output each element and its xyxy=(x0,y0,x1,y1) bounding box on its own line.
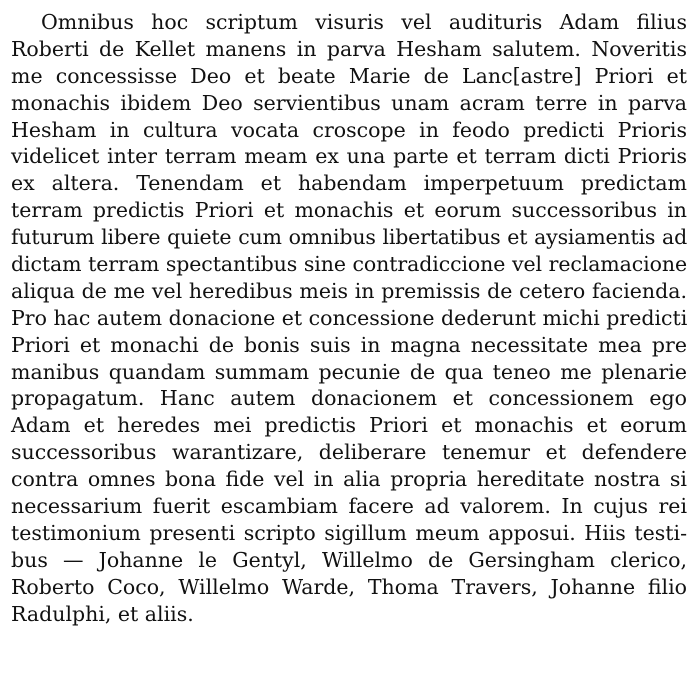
text-line-7: ex altera. Tenendam et habendam imperpetuum predictam xyxy=(11,171,687,196)
text-line-19: necessarium fuerit escambiam facere ad valorem. In cujus rei xyxy=(11,494,687,519)
text-line-23: Radulphi, et aliis. xyxy=(11,601,194,626)
text-line-12: Pro hac autem donacione et concessione dederunt michi predicti xyxy=(11,305,688,330)
text-line-11: aliqua de me vel heredibus meis in premissis de cetero facienda. xyxy=(11,278,687,303)
text-line-22: Roberto Coco, Willelmo Warde, Thoma Travers, Johanne filio xyxy=(11,574,687,599)
text-line-10: dictam terram spectantibus sine contradiccione vel reclamacione xyxy=(11,252,687,277)
text-line-18: contra omnes bona fide vel in alia propria hereditate nostra si xyxy=(11,467,687,492)
text-line-21: bus — Johanne le Gentyl, Willelmo de Gersingham clerico, xyxy=(11,547,687,572)
text-line-9: futurum libere quiete cum omnibus libertatibus et aysiamentis ad xyxy=(11,225,687,250)
text-line-8: terram predictis Priori et monachis et eorum successoribus in xyxy=(11,198,687,223)
text-line-16: Adam et heredes mei predictis Priori et monachis et eorum xyxy=(11,413,687,438)
text-line-5: Hesham in cultura vocata croscope in feodo predicti Prioris xyxy=(11,117,687,142)
text-line-6: videlicet inter terram meam ex una parte et terram dicti Prioris xyxy=(11,144,687,169)
charter-text xyxy=(11,9,687,627)
text-line-2: Roberti de Kellet manens in parva Hesham salutem. Noveritis xyxy=(11,36,687,61)
text-line-1: Omnibus hoc scriptum visuris vel audituris Adam filius xyxy=(41,10,687,34)
text-line-15: propagatum. Hanc autem donacionem et concessionem ego xyxy=(11,386,687,411)
text-line-13: Priori et monachi de bonis suis in magna necessitate mea pre xyxy=(11,332,687,357)
text-line-14: manibus quandam summam pecunie de qua teneo me plenarie xyxy=(11,359,687,384)
text-line-4: monachis ibidem Deo servientibus unam acram terre in parva xyxy=(11,90,687,115)
text-line-20: testimonium presenti scripto sigillum meum apposui. Hiis testi- xyxy=(11,520,687,545)
text-line-17: successoribus warantizare, deliberare tenemur et defendere xyxy=(11,440,687,465)
text-line-3: me concessisse Deo et beate Marie de Lanc[astre] Priori et xyxy=(11,63,687,88)
